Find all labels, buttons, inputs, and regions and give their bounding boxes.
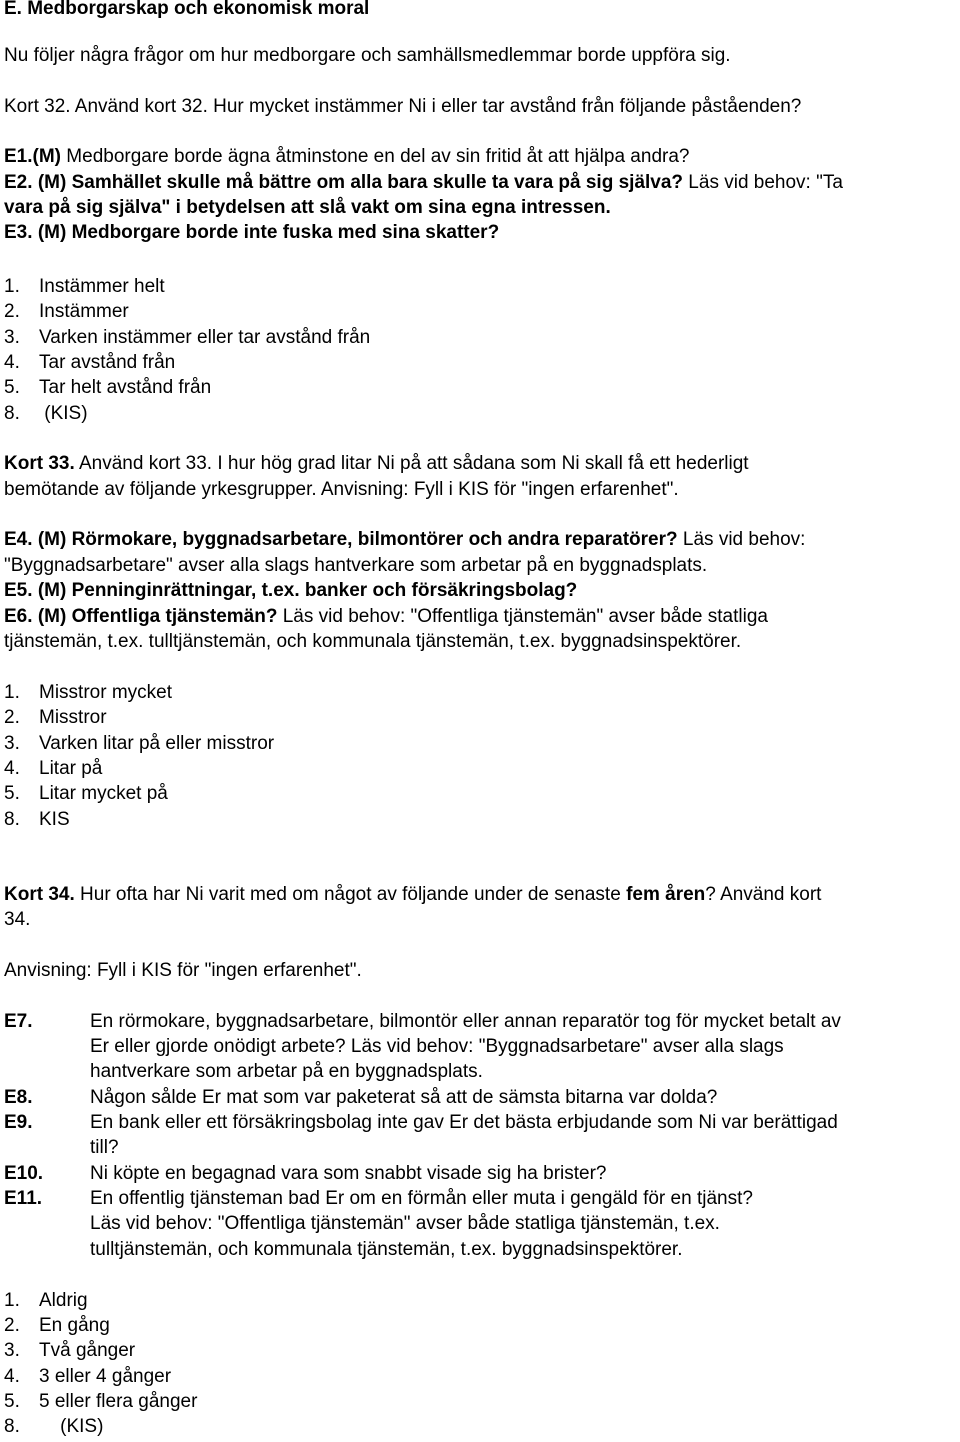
question-e5 (4, 578, 577, 603)
option-item: 1. Aldrig (4, 1290, 88, 1311)
mark-m: (M) (37, 172, 67, 193)
emphasis: fem åren (626, 884, 706, 905)
question-id: E3. (4, 222, 33, 243)
question-text: Läs vid behov: "Offentliga tjänstemän" avser både statliga tjänstemän, t.ex. (90, 1213, 720, 1234)
question-e2 (4, 170, 843, 195)
question-id: E7. (4, 1011, 33, 1032)
reading-note: Läs vid behov: "Offentliga tjänstemän" avser både statliga (277, 606, 768, 627)
question-id: E1. (4, 146, 33, 167)
option-item: 4. 3 eller 4 gånger (4, 1366, 172, 1387)
option-item: 5. Litar mycket på (4, 783, 168, 804)
question-text: tulltjänstemän, och kommunala tjänstemän, t.ex. byggnadsinspektörer. (90, 1239, 683, 1260)
option-item: 2. En gång (4, 1315, 110, 1336)
option-item: 3. Varken instämmer eller tar avstånd från (4, 327, 371, 348)
option-item: 2. Misstror (4, 707, 107, 728)
kort33-instruction: Kort 33. Använd kort 33. I hur hög grad litar Ni på att sådana som Ni skall få ett hederligt (4, 453, 749, 474)
question-id: E4. (4, 529, 33, 550)
question-id: E11. (4, 1188, 43, 1209)
question-text: Rörmokare, byggnadsarbetare, bilmontörer och andra reparatörer? (66, 529, 678, 550)
mark-m: (M) (32, 146, 62, 167)
option-item: 8. KIS (4, 809, 70, 830)
option-item: 8. (KIS) (4, 1416, 104, 1437)
kort34-instruction-cont: 34. (4, 909, 31, 930)
option-item: 1. Misstror mycket (4, 682, 172, 703)
mark-m: (M) (37, 222, 67, 243)
question-text: Offentliga tjänstemän? (66, 606, 278, 627)
option-item: 1. Instämmer helt (4, 276, 165, 297)
card-title: Kort 34. (4, 884, 75, 905)
question-text: till? (90, 1137, 119, 1158)
question-e6 (4, 604, 768, 629)
option-item: 3. Två gånger (4, 1340, 136, 1361)
kort34-anvisning: Anvisning: Fyll i KIS för "ingen erfarenhet". (4, 960, 362, 981)
question-e6-cont: tjänstemän, t.ex. tulltjänstemän, och kommunala tjänstemän, t.ex. byggnadsinspektörer. (4, 631, 742, 652)
option-item: 4. Litar på (4, 758, 103, 779)
question-text: Medborgare borde inte fuska med sina skatter? (66, 222, 500, 243)
question-id: E2. (4, 172, 33, 193)
question-text: En rörmokare, byggnadsarbetare, bilmontör eller annan reparatör tog för mycket betalt av (90, 1011, 841, 1032)
option-item: 3. Varken litar på eller misstror (4, 733, 275, 754)
question-text: Samhället skulle må bättre om alla bara skulle ta vara på sig själva? (66, 172, 684, 193)
mark-m: (M) (37, 580, 67, 601)
question-id: E6. (4, 606, 33, 627)
kort32-instruction: Kort 32. Använd kort 32. Hur mycket instämmer Ni i eller tar avstånd från följande påståenden? (4, 96, 802, 117)
question-text: hantverkare som arbetar på en byggnadsplats. (90, 1061, 483, 1082)
option-item: 5. Tar helt avstånd från (4, 377, 212, 398)
mark-m: (M) (37, 529, 67, 550)
question-e2-cont: vara på sig själva" i betydelsen att slå vakt om sina egna intressen. (4, 197, 611, 218)
card-title: Kort 33. (4, 453, 75, 474)
question-text: Er eller gjorde onödigt arbete? Läs vid behov: "Byggnadsarbetare" avser alla slags (90, 1036, 784, 1057)
question-text: Ni köpte en begagnad vara som snabbt visade sig ha brister? (90, 1163, 607, 1184)
question-text: Penninginrättningar, t.ex. banker och försäkringsbolag? (66, 580, 578, 601)
question-text: En bank eller ett försäkringsbolag inte gav Er det bästa erbjudande som Ni var berättigad (90, 1112, 838, 1133)
option-item: 8. (KIS) (4, 403, 88, 424)
question-text: En offentlig tjänsteman bad Er om en förmån eller muta i gengäld för en tjänst? (90, 1188, 753, 1209)
question-id: E8. (4, 1087, 33, 1108)
intro-text: Nu följer några frågor om hur medborgare och samhällsmedlemmar borde uppföra sig. (4, 45, 731, 66)
mark-m: (M) (37, 606, 67, 627)
kort33-instruction-cont: bemötande av följande yrkesgrupper. Anvisning: Fyll i KIS för "ingen erfarenhet". (4, 479, 679, 500)
option-item: 4. Tar avstånd från (4, 352, 176, 373)
option-item: 5. 5 eller flera gånger (4, 1391, 198, 1412)
question-text: Medborgare borde ägna åtminstone en del av sin fritid åt att hjälpa andra? (61, 146, 690, 167)
reading-note: Läs vid behov: "Ta (683, 172, 843, 193)
section-heading: E. Medborgarskap och ekonomisk moral (4, 0, 370, 19)
question-id: E9. (4, 1112, 33, 1133)
question-id: E5. (4, 580, 33, 601)
question-e4-cont: "Byggnadsarbetare" avser alla slags hantverkare som arbetar på en byggnadsplats. (4, 555, 708, 576)
question-e1 (4, 144, 689, 169)
option-item: 2. Instämmer (4, 301, 129, 322)
question-text: Någon sålde Er mat som var paketerat så att de sämsta bitarna var dolda? (90, 1087, 718, 1108)
question-e3 (4, 220, 499, 245)
reading-note: Läs vid behov: (677, 529, 806, 550)
kort34-instruction: Kort 34. Hur ofta har Ni varit med om något av följande under de senaste fem åren? Använd kort (4, 884, 822, 905)
question-id: E10. (4, 1163, 44, 1184)
question-e4 (4, 527, 805, 552)
